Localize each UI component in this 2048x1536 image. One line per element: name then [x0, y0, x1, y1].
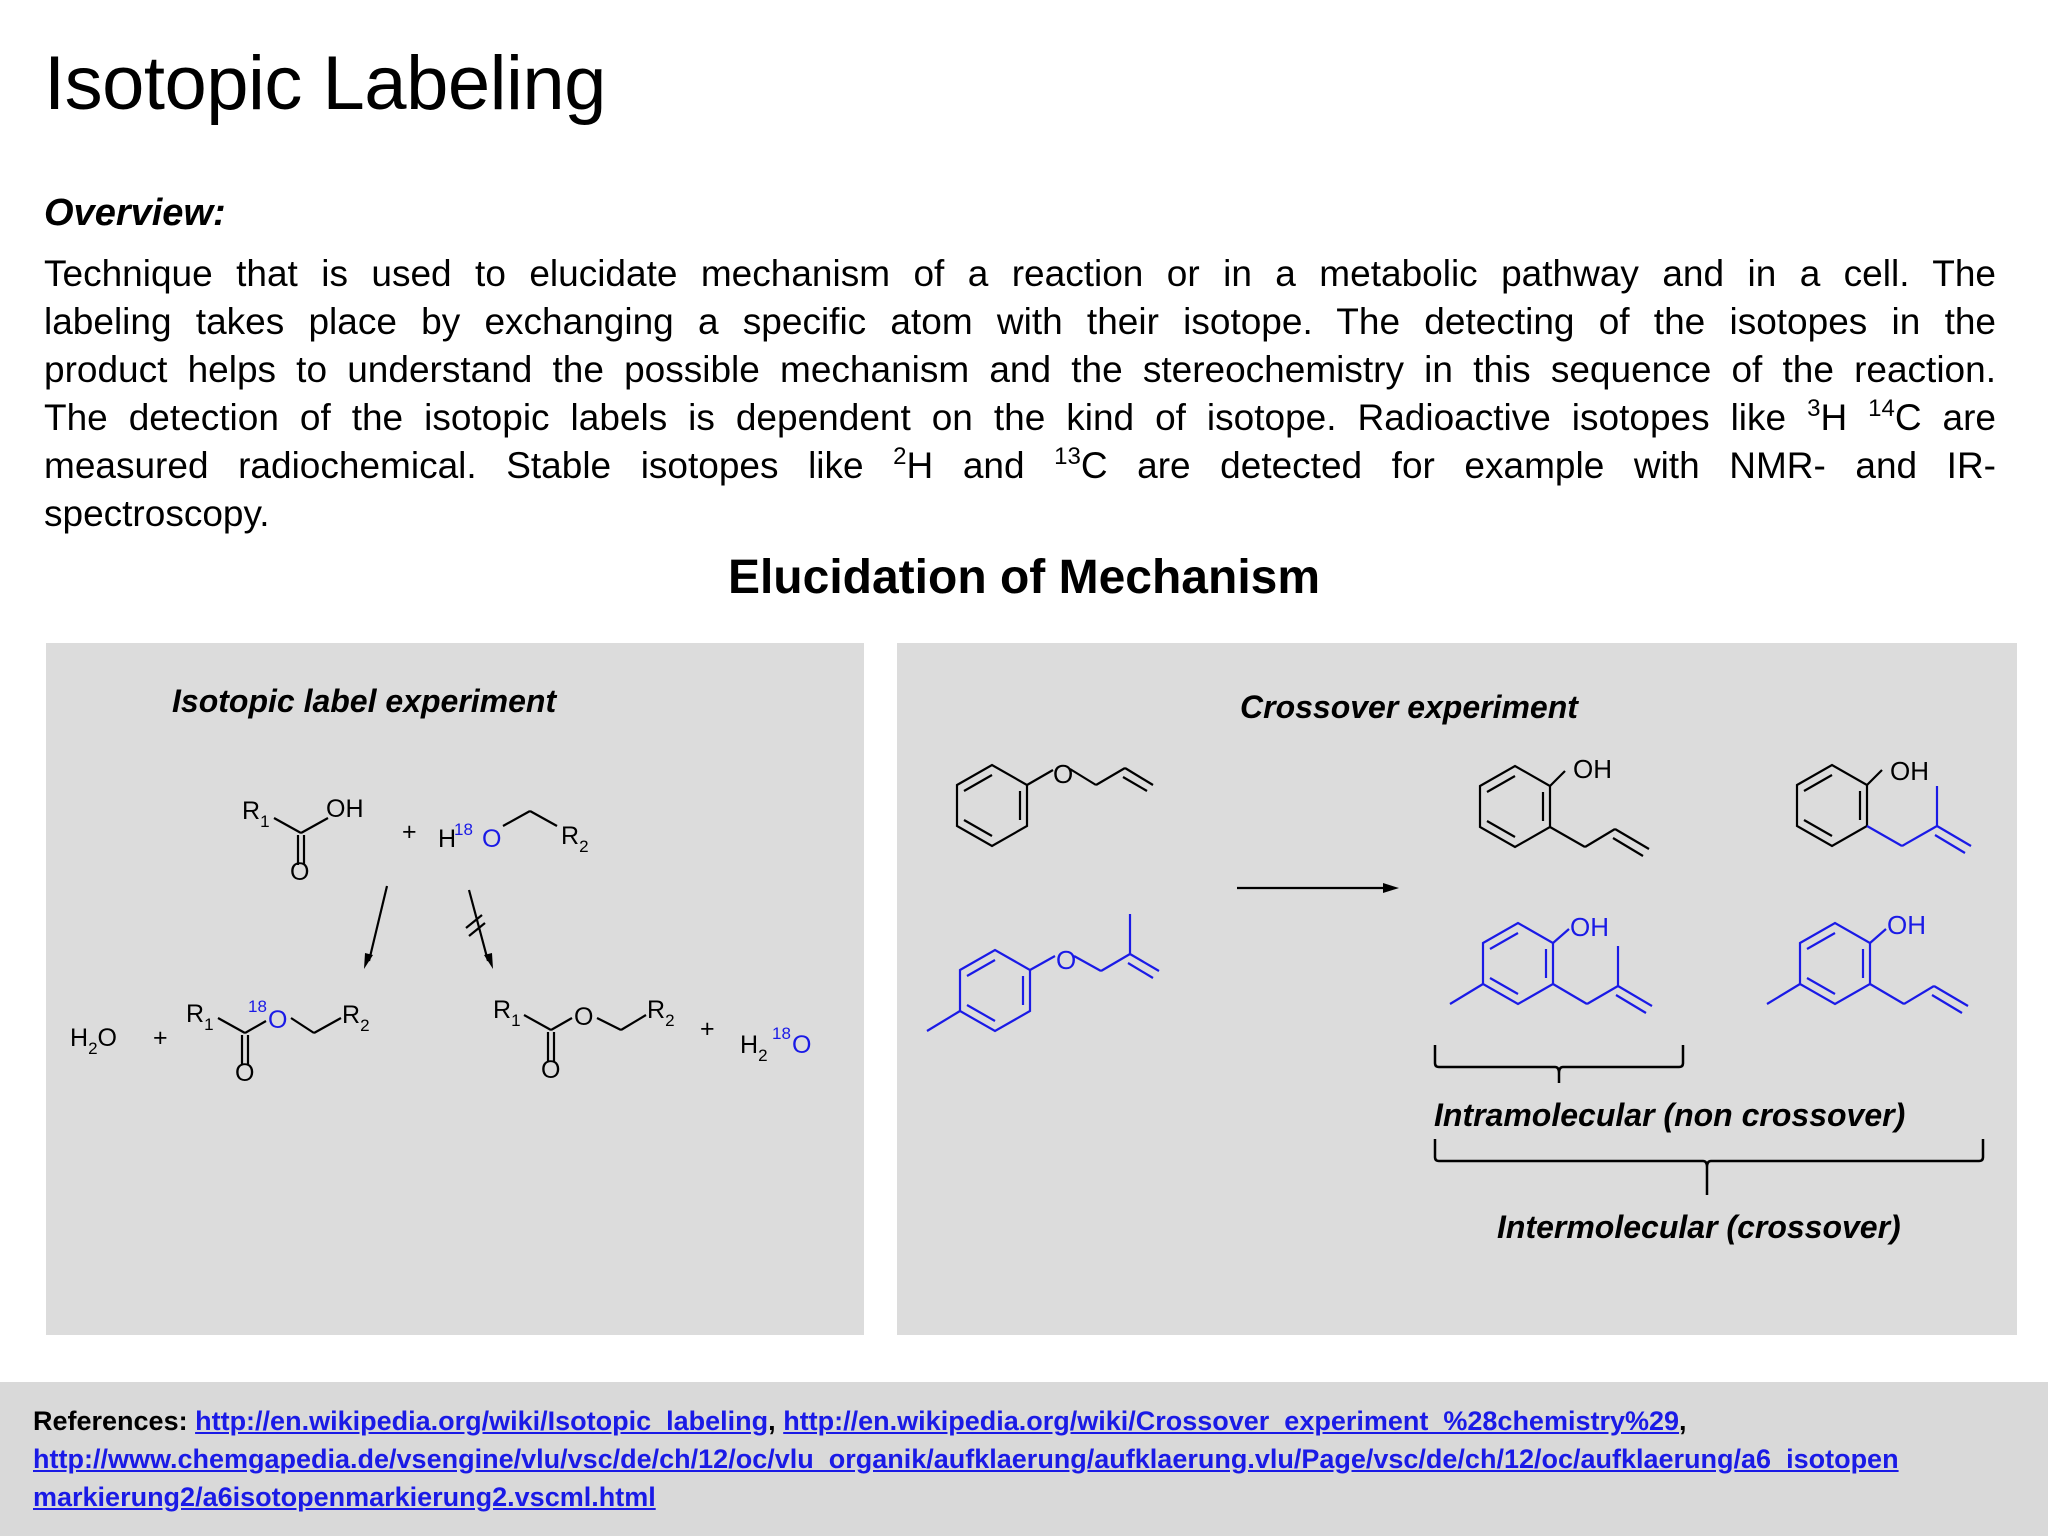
- references-text: References: http://en.wikipedia.org/wiki/Isotopic_labeling, http://en.wikipedia.org/wiki/Crossover_experiment_%28chemistry%29, http://www.chemgapedia.de/vsengine/vlu/vsc/de/ch/12/oc/vlu_organik/aufklaerung/aufklaerung.vlu/Page/vsc/de/ch/12/oc/aufklaerung/a6_isotopen markierung2/a6isotopenmarkierung2.vscml.html: [33, 1406, 1899, 1512]
- references-bar: [0, 1382, 2048, 1536]
- reference-link-crossover[interactable]: http://en.wikipedia.org/wiki/Crossover_experiment_%28chemistry%29: [783, 1406, 1680, 1436]
- isotopic-label-panel: [46, 643, 864, 1335]
- svg-text:H2O: $H_2O$: [70, 1024, 117, 1058]
- svg-text:O: O: [1056, 945, 1077, 975]
- overview-paragraph: [44, 250, 1996, 538]
- svg-text:O: O: [482, 825, 502, 853]
- svg-text:+: +: [700, 1015, 715, 1043]
- svg-text:R2: $R_2$: [342, 1001, 370, 1035]
- intermolecular-label: Intermolecular (crossover): [1497, 1209, 1901, 1245]
- svg-text:+: +: [402, 818, 417, 846]
- svg-text:O: O: [268, 1006, 288, 1034]
- svg-text:18: 18: [248, 997, 267, 1016]
- svg-text:+: +: [153, 1024, 168, 1052]
- svg-text:H: H: [438, 825, 457, 853]
- page-title: Isotopic Labeling: [44, 41, 606, 126]
- reference-link-chemgapedia[interactable]: http://www.chemgapedia.de/vsengine/vlu/vsc/de/ch/12/oc/vlu_organik/aufklaerung/aufklaerung.vlu/Page/vsc/de/ch/12/oc/aufklaerung/a6_isotopen: [33, 1444, 1899, 1474]
- svg-text:R2: $R_2$: [647, 996, 675, 1030]
- svg-text:R2: $R_2$: [561, 822, 589, 856]
- overview-line: The detection of the isotopic labels is dependent on the kind of isotope. Radioactive isotopes like $^3$H $^{14}$C are: [44, 395, 1996, 438]
- svg-text:O: O: [574, 1003, 594, 1031]
- reference-link-isotopic-labeling[interactable]: http://en.wikipedia.org/wiki/Isotopic_labeling: [195, 1406, 769, 1436]
- crossover-heading: Crossover experiment: [1240, 689, 1578, 725]
- crossover-panel: [897, 643, 2017, 1335]
- svg-text:R1: $R_1$: [186, 1000, 214, 1034]
- svg-text:OH: OH: [1890, 756, 1929, 786]
- references-label: References:: [33, 1406, 188, 1436]
- svg-text:OH: OH: [1570, 912, 1609, 942]
- reference-link-chemgapedia-cont[interactable]: markierung2/a6isotopenmarkierung2.vscml.html: [33, 1482, 656, 1512]
- isotopic-label-scheme: [46, 643, 864, 1335]
- svg-text:O: O: [235, 1059, 255, 1087]
- overview-line: spectroscopy.: [44, 493, 270, 534]
- svg-text:O: O: [290, 858, 310, 886]
- svg-text:R1: $R_1$: [242, 797, 270, 831]
- svg-text:OH: OH: [1887, 910, 1926, 940]
- svg-text:18: 18: [772, 1024, 791, 1043]
- intramolecular-label: Intramolecular (non crossover): [1434, 1097, 1906, 1133]
- svg-text:18: 18: [454, 820, 473, 839]
- overview-heading: Overview:: [44, 192, 226, 234]
- overview-line: measured radiochemical. Stable isotopes like $^2$H and $^{13}$C are detected for example with NMR- and IR-: [44, 443, 1996, 486]
- svg-text:H2: $H_2$: [740, 1031, 768, 1065]
- section-heading: Elucidation of Mechanism: [727, 551, 1321, 604]
- svg-text:OH: OH: [1573, 754, 1612, 784]
- svg-text:O: O: [792, 1031, 812, 1059]
- svg-text:OH: OH: [326, 795, 364, 823]
- isotopic-label-heading: Isotopic label experiment: [172, 683, 557, 719]
- svg-text:R1: $R_1$: [493, 996, 521, 1030]
- svg-text:O: O: [541, 1056, 561, 1084]
- overview-line: product helps to understand the possible mechanism and the stereochemistry in this sequence of the reaction.: [44, 349, 1996, 390]
- overview-line: Technique that is used to elucidate mechanism of a reaction or in a metabolic pathway and in a cell. The: [44, 253, 1996, 294]
- svg-text:O: O: [1053, 759, 1074, 789]
- overview-line: labeling takes place by exchanging a specific atom with their isotope. The detecting of the isotopes in the: [44, 301, 1996, 342]
